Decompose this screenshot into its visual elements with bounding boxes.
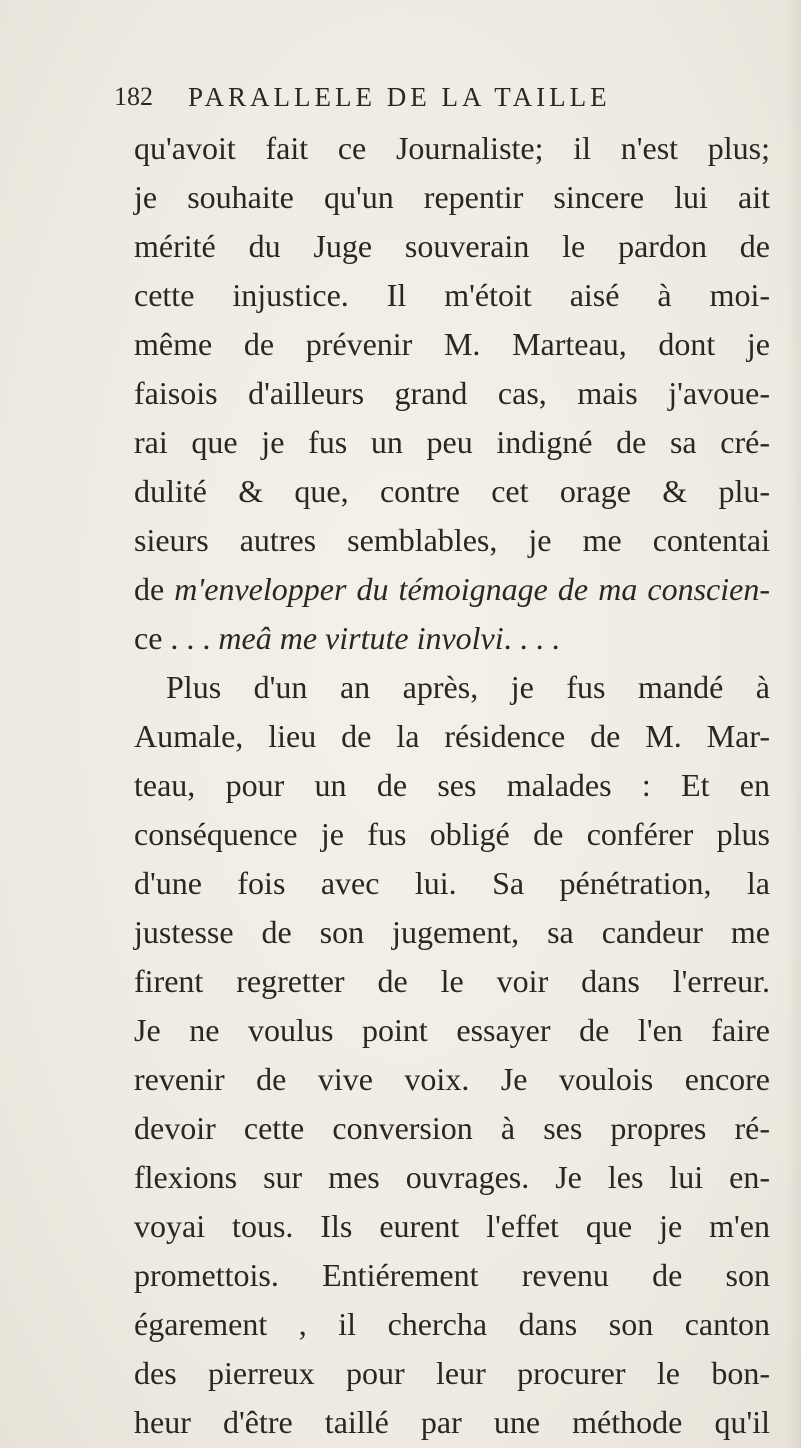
latin-quotation: meâ me virtute involvi	[218, 620, 504, 656]
text-line	[134, 614, 770, 663]
text-line: promettois. Entiérement revenu de son	[134, 1257, 770, 1293]
text-line: d'une fois avec lui. Sa pénétration, la	[134, 865, 770, 901]
text-line: sieurs autres semblables, je me contentai	[134, 522, 770, 558]
body-text	[134, 124, 770, 1447]
text-line: faisois d'ailleurs grand cas, mais j'avoue-	[134, 375, 770, 411]
text-line: égarement , il chercha dans son canton	[134, 1306, 770, 1342]
text-line: des pierreux pour leur procurer le bon-	[134, 1355, 770, 1391]
text-line: revenir de vive voix. Je voulois encore	[134, 1061, 770, 1097]
text-segment: ce . . .	[134, 620, 219, 656]
latin-quotation: m'envelopper du témoignage de ma conscien-	[174, 571, 770, 607]
text-line: rai que je fus un peu indigné de sa cré-	[134, 424, 770, 460]
text-line: je souhaite qu'un repentir sincere lui ait	[134, 179, 770, 215]
text-line: heur d'être taillé par une méthode qu'il	[134, 1404, 770, 1440]
text-line: cette injustice. Il m'étoit aisé à moi-	[134, 277, 770, 313]
text-line: devoir cette conversion à ses propres ré-	[134, 1110, 770, 1146]
text-line: conséquence je fus obligé de conférer plus	[134, 816, 770, 852]
text-segment: . . . .	[503, 620, 560, 656]
text-line: voyai tous. Ils eurent l'effet que je m'en	[134, 1208, 770, 1244]
text-line	[134, 565, 770, 614]
text-line: firent regretter de le voir dans l'erreur.	[134, 963, 770, 999]
text-line: teau, pour un de ses malades : Et en	[134, 767, 770, 803]
text-line: mérité du Juge souverain le pardon de	[134, 228, 770, 264]
page-number: 182	[114, 82, 153, 111]
page-edge-shadow	[787, 0, 801, 1448]
text-line: même de prévenir M. Marteau, dont je	[134, 326, 770, 362]
paragraph-first-line: Plus d'un an après, je fus mandé à	[166, 669, 770, 705]
running-header	[114, 82, 754, 130]
text-line: Aumale, lieu de la résidence de M. Mar-	[134, 718, 770, 754]
text-line: dulité & que, contre cet orage & plu-	[134, 473, 770, 509]
text-line: justesse de son jugement, sa candeur me	[134, 914, 770, 950]
text-segment: de	[134, 571, 175, 607]
text-line: Je ne voulus point essayer de l'en faire	[134, 1012, 770, 1048]
text-line: flexions sur mes ouvrages. Je les lui en-	[134, 1159, 770, 1195]
text-line: qu'avoit fait ce Journaliste; il n'est plus;	[134, 130, 770, 166]
running-title: PARALLELE DE LA TAILLE	[188, 82, 611, 112]
